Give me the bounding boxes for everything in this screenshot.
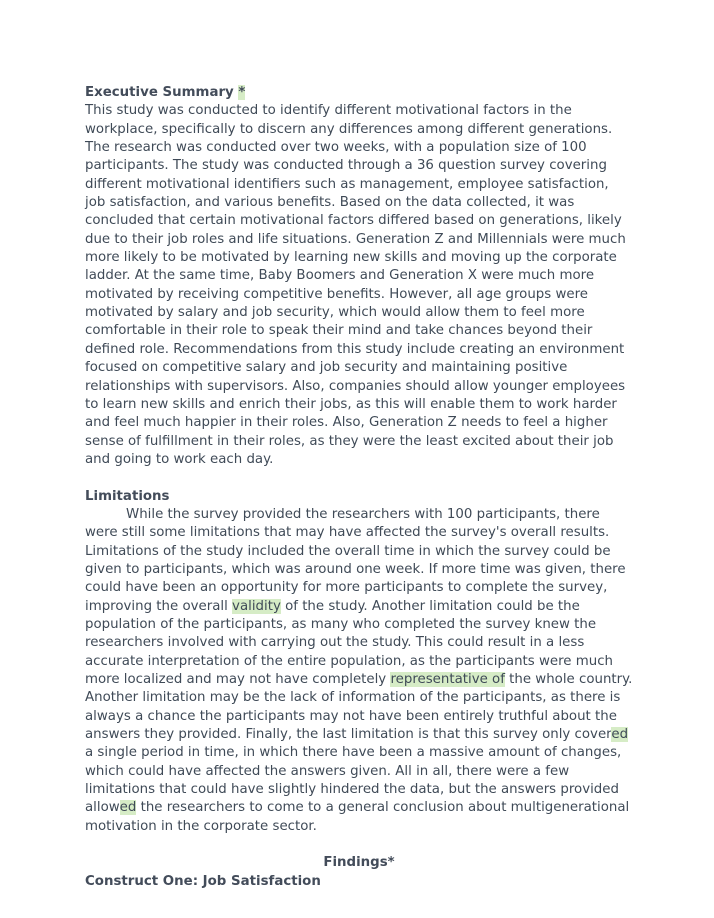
findings-heading: Findings* [323,855,395,871]
limitations-body [85,506,633,836]
highlight-representative-of[interactable]: representative of [390,672,505,687]
document-body [85,84,633,891]
limitations-heading: Limitations [85,488,170,504]
limitations-text-4: a single period in time, in which there have been a massive amount of changes, which could have affected the answers given. All in all, there were a few limitations that could have slightly hindered the data, but the answers provided allow [85,745,622,816]
highlight-ed-covered[interactable]: ed [611,727,629,743]
construct-one-heading: Construct One: Job Satisfaction [85,873,321,889]
highlight-ed-allowed[interactable]: ed [119,800,137,816]
limitations-text-3: the whole country. Another limitation may be the lack of information of the participants, as there is always a chance the participants may not have been entirely truthful about the answers they provided. Finally, the last limitation is that this survey only cover [85,672,633,743]
spacer [85,836,633,854]
executive-summary-title: Executive Summary [85,85,234,100]
limitations-text-2: of the study. Another limitation could be the population of the participants, as many who completed the survey knew the researchers involved with carrying out the study. This could result in a less accurate interpretation of the entire population, as the participants were much more localized and may not have completely [85,598,613,687]
spacer [85,469,633,487]
executive-summary-heading [85,84,633,102]
executive-summary-body: This study was conducted to identify different motivational factors in the workplace, specifically to discern any differences among different generations. The research was conducted over two weeks, with a population size of 100 participants. The study was conducted through a 36 question survey covering different motivational identifiers such as management, employee satisfaction, job satisfaction, and various benefits. Based on the data collected, it was concluded that certain motivational factors differed based on generations, likely due to their job roles and life situations. Generation Z and Millennials were much more likely to be motivated by learning new skills and moving up the corporate ladder. At the same time, Baby Boomers and Generation X were much more motivated by receiving competitive benefits. However, all age groups were motivated by salary and job security, which would allow them to feel more comfortable in their role to speak their mind and take chances beyond their defined role. Recommendations from this study include creating an environment focused on competitive salary and job security and maintaining positive relationships with supervisors. Also, companies should allow younger employees to learn new skills and enrich their jobs, as this will enable them to work harder and feel much happier in their roles. Also, Generation Z needs to feel a higher sense of fulfillment in their roles, as they were the least excited about their job and going to work each day. [85,103,626,467]
comment-marker[interactable]: * [238,85,246,100]
limitations-text-1: While the survey provided the researchers with 100 participants, there were still some limitations that may have affected the survey's overall results. Limitations of the study included the overall time in which the survey could be given to participants, which was around one week. If more time was given, there could have been an opportunity for more participants to complete the survey, improving the overall [85,506,626,614]
limitations-text-5: the researchers to come to a general conclusion about multigenerational motivation in the corporate sector. [85,800,630,834]
highlight-validity[interactable]: validity [232,598,281,614]
